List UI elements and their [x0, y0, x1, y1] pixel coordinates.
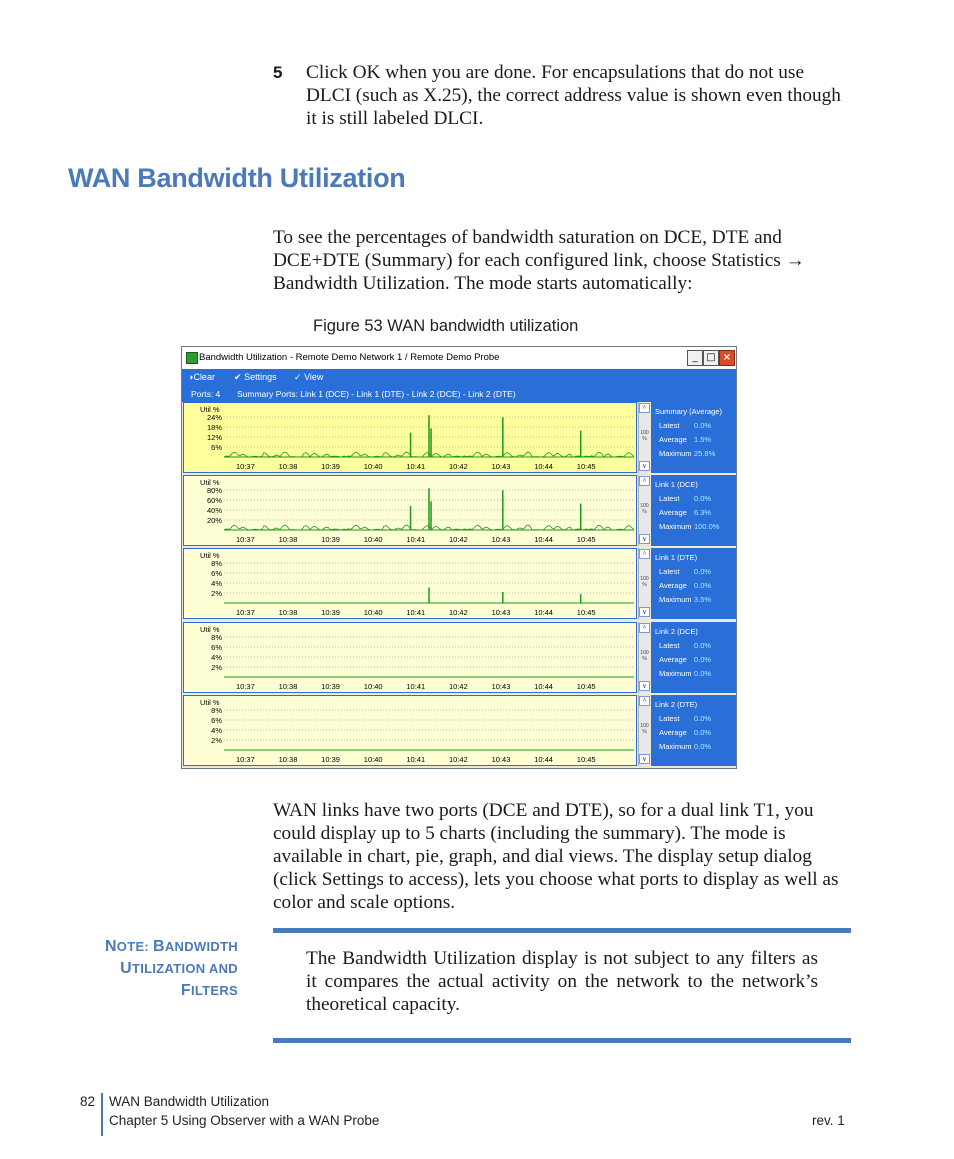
y-tick-label: 4% — [211, 653, 222, 662]
x-tick-label: 10:37 — [236, 608, 255, 617]
stats-title: Summary (Average) — [655, 407, 722, 416]
app-icon — [186, 352, 198, 364]
scroll-up-icon[interactable]: ^ — [639, 476, 650, 486]
latest-value: 0.0% — [694, 494, 712, 503]
scale-scrollbar[interactable] — [638, 475, 650, 546]
note-rule-bottom — [273, 1038, 851, 1043]
x-tick-label: 10:38 — [278, 462, 298, 471]
x-tick-label: 10:37 — [236, 462, 255, 471]
stats-title: Link 1 (DCE) — [655, 480, 698, 489]
y-axis-label: Util % — [200, 551, 220, 560]
x-tick-label: 10:44 — [534, 682, 553, 691]
y-axis-label: Util % — [200, 478, 220, 487]
scroll-down-icon[interactable]: v — [639, 607, 650, 617]
y-tick-label: 2% — [211, 589, 222, 598]
average-value: 1.5% — [694, 435, 712, 444]
clear-button[interactable]: ◑Clear — [188, 372, 215, 382]
window-title: Bandwidth Utilization - Remote Demo Network 1 / Remote Demo Probe — [199, 352, 500, 363]
y-tick-label: 2% — [211, 663, 222, 672]
footer-rev: rev. 1 — [812, 1113, 845, 1128]
ports-list: Summary Ports: Link 1 (DCE) - Link 1 (DTE) - Link 2 (DCE) - Link 2 (DTE) — [237, 389, 516, 399]
x-tick-label: 10:37 — [236, 682, 255, 691]
y-tick-label: 4% — [211, 726, 222, 735]
scroll-down-icon[interactable]: v — [639, 681, 650, 691]
x-tick-label: 10:37 — [236, 755, 255, 764]
latest-label: Latest — [659, 714, 680, 723]
stats-panel — [651, 622, 736, 693]
x-tick-label: 10:41 — [406, 535, 426, 544]
x-tick-label: 10:40 — [363, 462, 383, 471]
chart-panel-1[interactable] — [183, 402, 637, 473]
x-tick-label: 10:45 — [576, 535, 596, 544]
maximum-label: Maximum — [659, 449, 692, 458]
body-paragraph: WAN links have two ports (DCE and DTE), so for a dual link T1, you could display up to 5 charts (including the summary). The mode is available in chart, pie, graph, and dial views. The display setup dialog (click Settings to access), lets you choose what ports to display as well as color and scale options. — [273, 800, 839, 913]
settings-button[interactable]: ✔ Settings — [234, 372, 277, 382]
x-tick-label: 10:41 — [406, 755, 426, 764]
window-titlebar — [182, 347, 736, 370]
x-tick-label: 10:43 — [491, 608, 511, 617]
ports-count: Ports: 4 — [191, 389, 221, 399]
y-tick-label: 8% — [211, 706, 222, 715]
x-tick-label: 10:38 — [278, 755, 298, 764]
x-tick-label: 10:43 — [491, 462, 511, 471]
check-icon: ✔ — [234, 372, 242, 382]
maximum-value: 0.0% — [694, 669, 712, 678]
note-rule-top — [273, 928, 851, 933]
utilization-chart — [224, 629, 634, 681]
utilization-chart — [224, 409, 634, 461]
scroll-down-icon[interactable]: v — [639, 754, 650, 764]
average-value: 0.0% — [694, 581, 712, 590]
x-tick-label: 10:44 — [534, 755, 553, 764]
latest-label: Latest — [659, 494, 680, 503]
x-tick-label: 10:37 — [236, 535, 255, 544]
page-number: 82 — [80, 1094, 96, 1109]
maximum-value: 100.0% — [694, 522, 720, 531]
view-button[interactable]: ✓ View — [294, 372, 324, 382]
maximum-label: Maximum — [659, 669, 692, 678]
x-tick-label: 10:39 — [321, 535, 340, 544]
y-tick-label: 6% — [211, 443, 222, 452]
y-tick-label: 6% — [211, 569, 222, 578]
x-tick-label: 10:41 — [406, 608, 426, 617]
y-tick-label: 12% — [206, 433, 222, 442]
x-tick-label: 10:44 — [534, 462, 553, 471]
utilization-chart — [224, 555, 634, 607]
footer-section: WAN Bandwidth Utilization — [109, 1094, 270, 1109]
y-tick-label: 20% — [206, 516, 222, 525]
y-tick-label: 24% — [206, 413, 222, 422]
latest-value: 0.0% — [694, 641, 712, 650]
bandwidth-utilization-window — [181, 346, 737, 769]
toolbar — [182, 369, 736, 387]
latest-label: Latest — [659, 421, 680, 430]
y-tick-label: 40% — [206, 506, 222, 515]
x-tick-label: 10:42 — [449, 535, 468, 544]
intro-paragraph: To see the percentages of bandwidth saturation on DCE, DTE and DCE+DTE (Summary) for each configured link, choose Statistics → Bandwidth Utilization. The mode starts automatically: — [273, 227, 805, 294]
x-tick-label: 10:40 — [363, 755, 383, 764]
average-label: Average — [659, 435, 687, 444]
y-tick-label: 18% — [206, 423, 222, 432]
x-tick-label: 10:45 — [576, 608, 596, 617]
scale-label: 100 % — [640, 650, 649, 662]
maximum-value: 0.0% — [694, 742, 712, 751]
average-value: 6.3% — [694, 508, 712, 517]
average-label: Average — [659, 508, 687, 517]
x-tick-label: 10:38 — [278, 608, 298, 617]
x-tick-label: 10:39 — [321, 462, 340, 471]
x-tick-label: 10:39 — [321, 608, 340, 617]
scroll-up-icon[interactable]: ^ — [639, 696, 650, 706]
chart-panel-3[interactable] — [183, 548, 637, 619]
utilization-chart — [224, 482, 634, 534]
x-tick-label: 10:40 — [363, 535, 383, 544]
x-tick-label: 10:38 — [278, 682, 298, 691]
step-number: 5 — [273, 63, 283, 82]
x-tick-label: 10:40 — [363, 682, 383, 691]
clear-icon: ◑ — [188, 372, 194, 382]
maximum-value: 3.5% — [694, 595, 712, 604]
x-tick-label: 10:41 — [406, 462, 426, 471]
scroll-up-icon[interactable]: ^ — [639, 403, 650, 413]
chart-panel-4[interactable] — [183, 622, 637, 693]
y-tick-label: 6% — [211, 643, 222, 652]
x-tick-label: 10:42 — [449, 682, 468, 691]
maximum-label: Maximum — [659, 742, 692, 751]
stats-panel — [651, 548, 736, 619]
x-tick-label: 10:42 — [449, 608, 468, 617]
scale-scrollbar[interactable] — [638, 548, 650, 619]
section-heading: WAN Bandwidth Utilization — [68, 163, 406, 193]
footer-divider — [101, 1093, 103, 1136]
average-value: 0.0% — [694, 655, 712, 664]
close-button[interactable]: × — [719, 350, 735, 366]
y-tick-label: 60% — [206, 496, 222, 505]
x-tick-label: 10:39 — [321, 755, 340, 764]
y-tick-label: 80% — [206, 486, 222, 495]
x-tick-label: 10:42 — [449, 462, 468, 471]
minimize-button[interactable]: _ — [687, 350, 703, 366]
stats-title: Link 2 (DCE) — [655, 627, 698, 636]
x-tick-label: 10:40 — [363, 608, 383, 617]
y-tick-label: 8% — [211, 633, 222, 642]
note-text: The Bandwidth Utilization display is not subject to any filters as it compares the actual activity on the network to the network’s theoretical capacity. — [306, 948, 818, 1015]
stats-title: Link 2 (DTE) — [655, 700, 698, 709]
scale-scrollbar[interactable] — [638, 695, 650, 766]
x-tick-label: 10:45 — [576, 755, 596, 764]
scale-label: 100 % — [640, 430, 649, 442]
latest-label: Latest — [659, 567, 680, 576]
scale-scrollbar[interactable] — [638, 622, 650, 693]
scroll-down-icon[interactable]: v — [639, 461, 650, 471]
scroll-up-icon[interactable]: ^ — [639, 623, 650, 633]
maximum-value: 25.8% — [694, 449, 716, 458]
y-axis-label: Util % — [200, 698, 220, 707]
ports-bar — [182, 387, 736, 402]
scroll-up-icon[interactable]: ^ — [639, 549, 650, 559]
average-value: 0.0% — [694, 728, 712, 737]
latest-value: 0.0% — [694, 567, 712, 576]
chart-panel-5[interactable] — [183, 695, 637, 766]
x-tick-label: 10:45 — [576, 462, 596, 471]
x-tick-label: 10:44 — [534, 535, 553, 544]
y-tick-label: 6% — [211, 716, 222, 725]
stats-title: Link 1 (DTE) — [655, 553, 698, 562]
maximum-label: Maximum — [659, 595, 692, 604]
stats-panel — [651, 475, 736, 546]
figure-caption: Figure 53 WAN bandwidth utilization — [313, 317, 579, 335]
footer-chapter: Chapter 5 Using Observer with a WAN Probe — [109, 1113, 380, 1128]
x-tick-label: 10:43 — [491, 682, 511, 691]
maximum-label: Maximum — [659, 522, 692, 531]
scale-label: 100 % — [640, 723, 649, 735]
average-label: Average — [659, 728, 687, 737]
chart-panel-2[interactable] — [183, 475, 637, 546]
x-tick-label: 10:39 — [321, 682, 340, 691]
view-icon: ✓ — [294, 372, 302, 382]
average-label: Average — [659, 581, 687, 590]
scroll-down-icon[interactable]: v — [639, 534, 650, 544]
x-tick-label: 10:41 — [406, 682, 426, 691]
y-axis-label: Util % — [200, 405, 220, 414]
y-axis-label: Util % — [200, 625, 220, 634]
note-heading: NOTE: BANDWIDTH UTILIZATION AND FILTERS — [104, 938, 238, 999]
y-tick-label: 8% — [211, 559, 222, 568]
scale-label: 100 % — [640, 503, 649, 515]
x-tick-label: 10:43 — [491, 535, 511, 544]
stats-panel — [651, 402, 736, 473]
stats-panel — [651, 695, 736, 766]
average-label: Average — [659, 655, 687, 664]
step-text: Click OK when you are done. For encapsulations that do not use DLCI (such as X.25), the correct address value is shown even though it is still labeled DLCI. — [306, 62, 841, 129]
scale-label: 100 % — [640, 576, 649, 588]
latest-value: 0.0% — [694, 421, 712, 430]
x-tick-label: 10:44 — [534, 608, 553, 617]
maximize-button[interactable]: □ — [703, 350, 719, 366]
x-tick-label: 10:42 — [449, 755, 468, 764]
latest-label: Latest — [659, 641, 680, 650]
latest-value: 0.0% — [694, 714, 712, 723]
x-tick-label: 10:38 — [278, 535, 298, 544]
scale-scrollbar[interactable] — [638, 402, 650, 473]
x-tick-label: 10:43 — [491, 755, 511, 764]
y-tick-label: 4% — [211, 579, 222, 588]
y-tick-label: 2% — [211, 736, 222, 745]
x-tick-label: 10:45 — [576, 682, 596, 691]
utilization-chart — [224, 702, 634, 754]
